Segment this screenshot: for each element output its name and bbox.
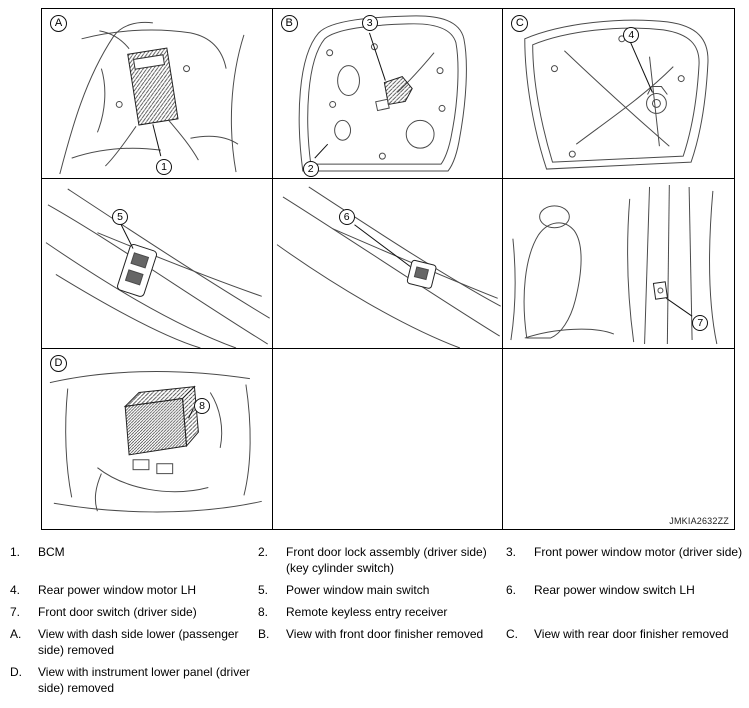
legend-item-c <box>506 626 749 642</box>
legend-item-key: 2. <box>258 545 269 559</box>
manual-page <box>0 8 749 696</box>
panel-label-d: D <box>50 355 67 372</box>
legend-item-text: Rear power window switch LH <box>534 583 695 597</box>
panel-label-b: B <box>281 15 298 32</box>
legend-item-text: BCM <box>38 545 65 559</box>
legend-item-b <box>258 626 506 642</box>
legend-item-text: Front door switch (driver side) <box>38 605 197 619</box>
panel-main-switch-illustration <box>42 179 272 348</box>
legend <box>0 544 749 696</box>
panel-rear-switch-illustration <box>273 179 503 348</box>
legend-item-key: 8. <box>258 605 269 619</box>
legend-item-key: B. <box>258 627 270 641</box>
legend-item-key: 6. <box>506 583 517 597</box>
panel-b-front-door <box>273 9 504 179</box>
legend-item-text: Front power window motor (driver side) <box>534 545 743 559</box>
legend-item-key: A. <box>10 627 22 641</box>
panel-rear-switch <box>273 179 504 349</box>
legend-item-a <box>10 626 258 658</box>
legend-item-text: Power window main switch <box>286 583 430 597</box>
legend-item-key: 4. <box>10 583 21 597</box>
legend-row <box>10 664 749 696</box>
legend-item-text: View with front door finisher removed <box>286 627 484 641</box>
panel-c-illustration <box>503 9 734 178</box>
legend-item-2 <box>258 544 506 576</box>
legend-row <box>10 582 749 598</box>
figure-code: JMKIA2632ZZ <box>669 516 729 526</box>
callout-7: 7 <box>692 315 708 331</box>
legend-item-text: Rear power window motor LH <box>38 583 197 597</box>
legend-item-text: View with instrument lower panel (driver side) removed <box>38 665 250 695</box>
legend-item-key: 5. <box>258 583 269 597</box>
legend-item-text: View with rear door finisher removed <box>534 627 729 641</box>
panel-empty-1 <box>273 349 504 529</box>
legend-item-key: D. <box>10 665 22 679</box>
legend-item-key: 7. <box>10 605 21 619</box>
legend-item-key: C. <box>506 627 518 641</box>
legend-item-1 <box>10 544 258 560</box>
callout-6: 6 <box>339 209 355 225</box>
legend-item-5 <box>258 582 506 598</box>
legend-item-7 <box>10 604 258 620</box>
callout-2: 2 <box>303 161 319 177</box>
callout-3: 3 <box>362 15 378 31</box>
legend-item-text: Front door lock assembly (driver side) (key cylinder switch) <box>286 545 487 575</box>
legend-item-4 <box>10 582 258 598</box>
panel-empty-2 <box>503 349 734 529</box>
legend-row <box>10 626 749 658</box>
legend-item-key: 3. <box>506 545 517 559</box>
panel-d-receiver <box>42 349 273 529</box>
panel-door-switch <box>503 179 734 349</box>
panel-d-illustration <box>42 349 272 529</box>
panel-label-c: C <box>511 15 528 32</box>
legend-item-8 <box>258 604 506 620</box>
panel-a-illustration <box>42 9 272 178</box>
legend-row <box>10 604 749 620</box>
panel-label-a: A <box>50 15 67 32</box>
legend-item-3 <box>506 544 749 560</box>
figure-grid <box>42 9 734 529</box>
panel-a-bcm <box>42 9 273 179</box>
legend-item-d <box>10 664 258 696</box>
panel-c-rear-door <box>503 9 734 179</box>
callout-1: 1 <box>156 159 172 175</box>
callout-4: 4 <box>623 27 639 43</box>
legend-item-6 <box>506 582 749 598</box>
panel-b-illustration <box>273 9 503 178</box>
legend-item-key: 1. <box>10 545 21 559</box>
legend-row <box>10 544 749 576</box>
callout-8: 8 <box>194 398 210 414</box>
legend-item-text: View with dash side lower (passenger side) removed <box>38 627 239 657</box>
component-location-figure <box>41 8 735 530</box>
panel-main-switch <box>42 179 273 349</box>
legend-item-text: Remote keyless entry receiver <box>286 605 448 619</box>
callout-5: 5 <box>112 209 128 225</box>
